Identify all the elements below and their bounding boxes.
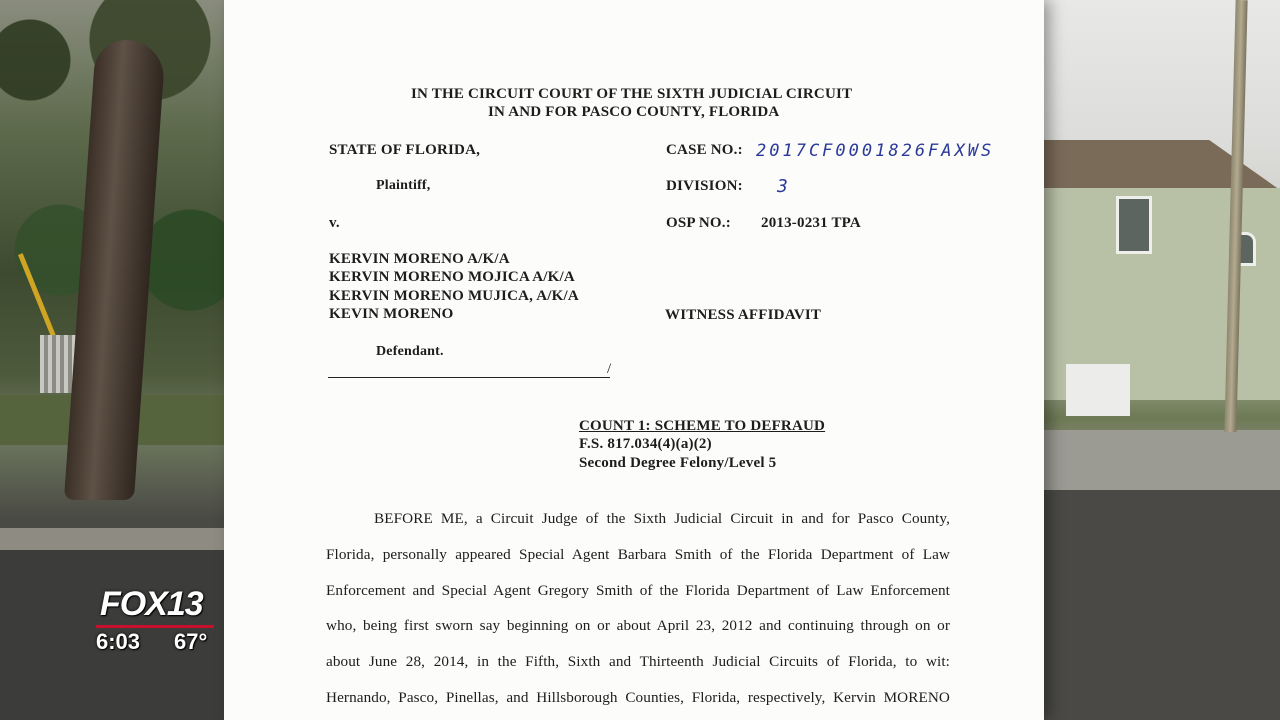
defendant-name: KERVIN MORENO MOJICA A/K/A	[329, 269, 575, 285]
court-heading-line1: IN THE CIRCUIT COURT OF THE SIXTH JUDICIAL CIRCUIT	[411, 86, 853, 102]
osp-no-label: OSP NO.:	[666, 215, 731, 231]
division-handwritten: 3	[777, 176, 791, 197]
statute: F.S. 817.034(4)(a)(2)	[579, 436, 712, 452]
osp-no-value: 2013-0231 TPA	[761, 215, 861, 231]
station-logo: FOX13	[100, 585, 203, 623]
case-no-handwritten: 2017CF0001826FAXWS	[756, 141, 995, 161]
defendant-name: KEVIN MORENO	[329, 306, 454, 322]
plaintiff-role: Plaintiff,	[376, 178, 431, 193]
body-line: Florida, personally appeared Special Agent Barbara Smith of the Florida Department of Law	[326, 545, 950, 563]
signature-rule	[328, 377, 610, 378]
count-title: COUNT 1: SCHEME TO DEFRAUD	[579, 418, 826, 434]
white-fence	[1066, 364, 1130, 416]
accent-bar	[96, 625, 214, 628]
body-line: Enforcement and Special Agent Gregory Smith of the Florida Department of Law Enforcement	[326, 581, 950, 599]
court-heading-line2: IN AND FOR PASCO COUNTY, FLORIDA	[488, 104, 780, 120]
house-roof	[1044, 140, 1280, 190]
curb	[0, 528, 224, 550]
house-window	[1116, 196, 1152, 254]
station-bug	[96, 585, 216, 659]
clock-time: 6:03	[96, 629, 141, 654]
plaintiff-name: STATE OF FLORIDA,	[329, 142, 481, 158]
defendant-role: Defendant.	[376, 344, 444, 359]
defendant-name: KERVIN MORENO A/K/A	[329, 251, 510, 267]
versus: v.	[329, 215, 340, 231]
body-line: about June 28, 2014, in the Fifth, Sixth and Thirteenth Judicial Circuits of Florida, to wit:	[326, 653, 950, 671]
body-line: who, being first sworn say beginning on or about April 23, 2012 and continuing through on or	[326, 617, 950, 635]
division-label: DIVISION:	[666, 178, 743, 194]
background-street-scene-right	[1044, 0, 1280, 720]
road	[1044, 490, 1280, 720]
body-line: Hernando, Pasco, Pinellas, and Hillsborough Counties, Florida, respectively, Kervin MORENO	[326, 688, 950, 706]
affidavit-title: WITNESS AFFIDAVIT	[665, 307, 822, 323]
case-no-label: CASE NO.:	[666, 142, 743, 158]
body-line: BEFORE ME, a Circuit Judge of the Sixth Judicial Circuit in and for Pasco County,	[374, 510, 950, 527]
felony-level: Second Degree Felony/Level 5	[579, 455, 777, 471]
temperature: 67°	[174, 629, 208, 654]
court-document	[224, 0, 1044, 720]
defendant-name: KERVIN MORENO MUJICA, A/K/A	[329, 288, 579, 304]
rule-slash: /	[607, 361, 612, 377]
affidavit-body	[326, 501, 950, 716]
sidewalk	[1044, 430, 1280, 490]
